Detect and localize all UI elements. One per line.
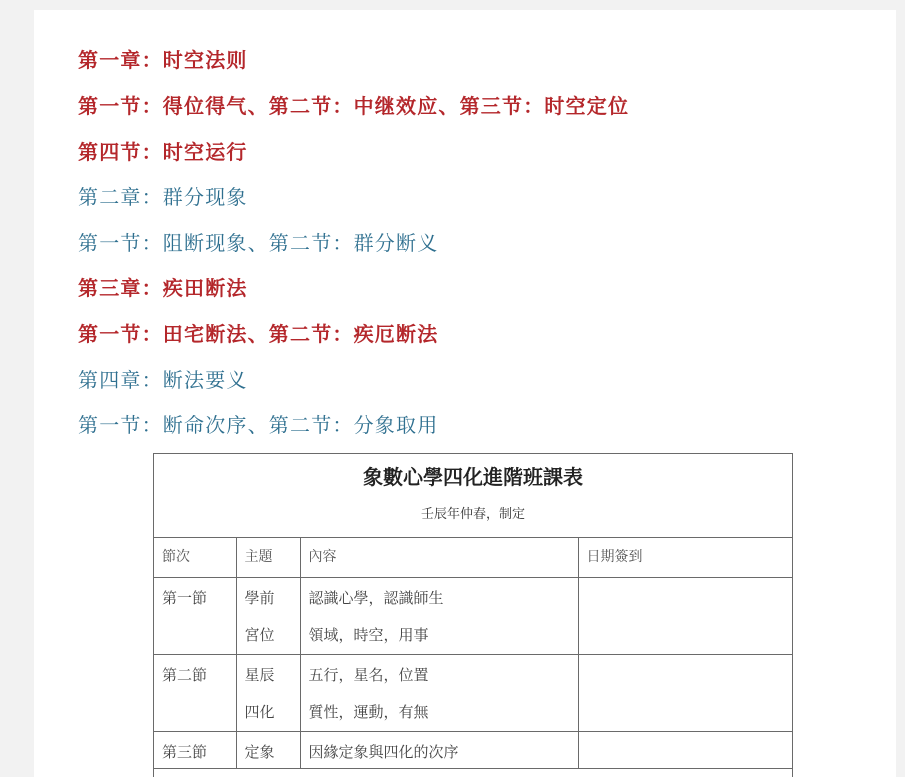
- topic-cell: [236, 655, 300, 732]
- topic-text: 星辰: [244, 666, 275, 684]
- outline-line: 第一节：得位得气、第二节：中继效应、第三节：时空定位: [78, 94, 630, 118]
- session-label: 第三節: [162, 743, 208, 761]
- topic-text: 學前: [244, 589, 275, 607]
- course-schedule-table: [153, 453, 793, 777]
- content-text: 認識心學，認識師生: [308, 589, 444, 607]
- outline-line: 第二章：群分现象: [78, 185, 248, 209]
- header-content: 內容: [300, 538, 578, 578]
- content-text: 五行，星名，位置: [308, 666, 429, 684]
- topic-cell: [236, 578, 300, 655]
- schedule-title: 象數心學四化進階班課表: [363, 465, 583, 489]
- date-sign-cell[interactable]: [578, 578, 792, 655]
- content-text: 質性，運動，有無: [308, 703, 429, 721]
- table-row: [154, 655, 792, 732]
- outline-line: 第四章：断法要义: [78, 368, 248, 392]
- topic-text: 宮位: [244, 626, 275, 644]
- date-sign-cell[interactable]: [578, 655, 792, 732]
- content-cell: [300, 578, 578, 655]
- outline-line: 第三章：疾田断法: [78, 276, 248, 300]
- session-cell: [154, 578, 236, 655]
- topic-text: 定象: [244, 743, 275, 761]
- outline-line: 第一节：阻断现象、第二节：群分断义: [78, 231, 439, 255]
- content-text: 因緣定象與四化的次序: [308, 743, 459, 761]
- session-label: 第二節: [162, 666, 208, 684]
- content-cell: [300, 655, 578, 732]
- topic-cell: [236, 732, 300, 769]
- session-cell: [154, 732, 236, 769]
- schedule-subtitle: 壬辰年仲春，制定: [154, 497, 792, 538]
- header-date-sign: 日期簽到: [578, 538, 792, 578]
- content-cell: [300, 732, 578, 769]
- outline-line: 第四节：时空运行: [78, 140, 248, 164]
- header-session: 節次: [154, 538, 236, 578]
- table-header-row: [154, 538, 792, 578]
- outline-line: 第一节：田宅断法、第二节：疾厄断法: [78, 322, 439, 346]
- content-text: 領域，時空，用事: [308, 626, 429, 644]
- header-topic: 主題: [236, 538, 300, 578]
- topic-text: 四化: [244, 703, 275, 721]
- session-label: 第一節: [162, 589, 208, 607]
- date-sign-cell[interactable]: [578, 732, 792, 769]
- table-row: [154, 732, 792, 769]
- session-cell: [154, 655, 236, 732]
- schedule-grid: [154, 538, 792, 769]
- outline-line: 第一章：时空法则: [78, 48, 248, 72]
- outline-line: 第一节：断命次序、第二节：分象取用: [78, 413, 439, 437]
- table-row: [154, 578, 792, 655]
